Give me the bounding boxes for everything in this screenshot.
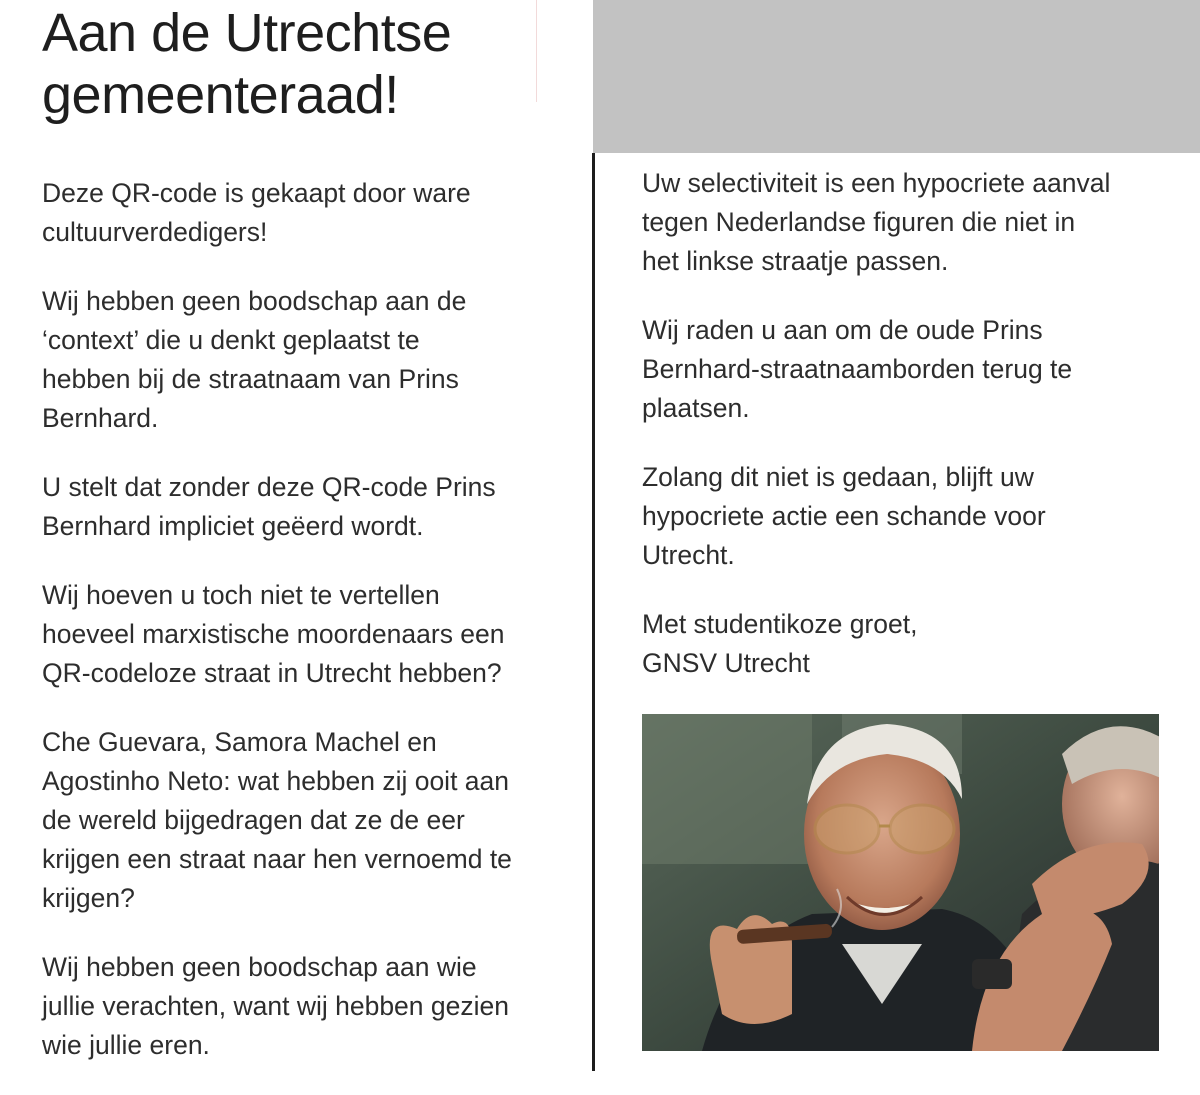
column-divider bbox=[592, 153, 595, 1071]
paragraph-honored bbox=[42, 468, 572, 546]
page-title bbox=[42, 2, 542, 126]
text-line: ‘context’ die u denkt geplaatst te bbox=[42, 325, 420, 355]
photo-man-with-cigar bbox=[642, 714, 1159, 1051]
text-line: krijgen een straat naar hen vernoemd te bbox=[42, 844, 512, 874]
text-line: wie jullie eren. bbox=[42, 1030, 210, 1060]
text-line: Che Guevara, Samora Machel en bbox=[42, 727, 437, 757]
text-line: hebben bij de straatnaam van Prins bbox=[42, 364, 459, 394]
photo-illustration bbox=[642, 714, 1159, 1051]
text-line: Uw selectiviteit is een hypocriete aanval bbox=[642, 168, 1111, 198]
text-line: Zolang dit niet is gedaan, blijft uw bbox=[642, 462, 1034, 492]
text-line: het linkse straatje passen. bbox=[642, 246, 949, 276]
text-line: U stelt dat zonder deze QR-code Prins bbox=[42, 472, 496, 502]
text-line: Utrecht. bbox=[642, 540, 735, 570]
title-divider bbox=[536, 0, 537, 102]
text-line: hoeveel marxistische moordenaars een bbox=[42, 619, 505, 649]
text-line: Bernhard-straatnaamborden terug te bbox=[642, 354, 1073, 384]
title-line-2: gemeenteraad! bbox=[42, 65, 399, 125]
text-line: Bernhard impliciet geëerd wordt. bbox=[42, 511, 424, 541]
text-line: Bernhard. bbox=[42, 403, 159, 433]
paragraph-qr-hijacked bbox=[42, 174, 572, 252]
paragraph-shame bbox=[642, 458, 1172, 575]
text-line: cultuurverdedigers! bbox=[42, 217, 268, 247]
title-line-1: Aan de Utrechtse bbox=[42, 3, 452, 63]
paragraph-context bbox=[42, 282, 572, 438]
text-line: Met studentikoze groet, bbox=[642, 609, 918, 639]
text-line: Agostinho Neto: wat hebben zij ooit aan bbox=[42, 766, 510, 796]
paragraph-marxist bbox=[42, 576, 572, 693]
right-column bbox=[642, 164, 1172, 713]
left-column bbox=[42, 174, 572, 1095]
text-line: hypocriete actie een schande voor bbox=[642, 501, 1046, 531]
text-line: Wij hebben geen boodschap aan de bbox=[42, 286, 467, 316]
paragraph-names bbox=[42, 723, 572, 918]
text-line: jullie verachten, want wij hebben gezien bbox=[42, 991, 509, 1021]
text-line: de wereld bijgedragen dat ze de eer bbox=[42, 805, 465, 835]
text-line: Wij raden u aan om de oude Prins bbox=[642, 315, 1043, 345]
text-line: tegen Nederlandse figuren die niet in bbox=[642, 207, 1076, 237]
text-line: Wij hoeven u toch niet te vertellen bbox=[42, 580, 440, 610]
text-line: QR-codeloze straat in Utrecht hebben? bbox=[42, 658, 502, 688]
paragraph-signature bbox=[642, 605, 1172, 683]
paragraph-selectivity bbox=[642, 164, 1172, 281]
text-line: krijgen? bbox=[42, 883, 135, 913]
text-line: Wij hebben geen boodschap aan wie bbox=[42, 952, 477, 982]
paragraph-advice bbox=[642, 311, 1172, 428]
text-line: Deze QR-code is gekaapt door ware bbox=[42, 178, 471, 208]
signature: GNSV Utrecht bbox=[642, 648, 810, 678]
gray-header-block bbox=[593, 0, 1200, 153]
paragraph-despise bbox=[42, 948, 572, 1065]
text-line: plaatsen. bbox=[642, 393, 750, 423]
